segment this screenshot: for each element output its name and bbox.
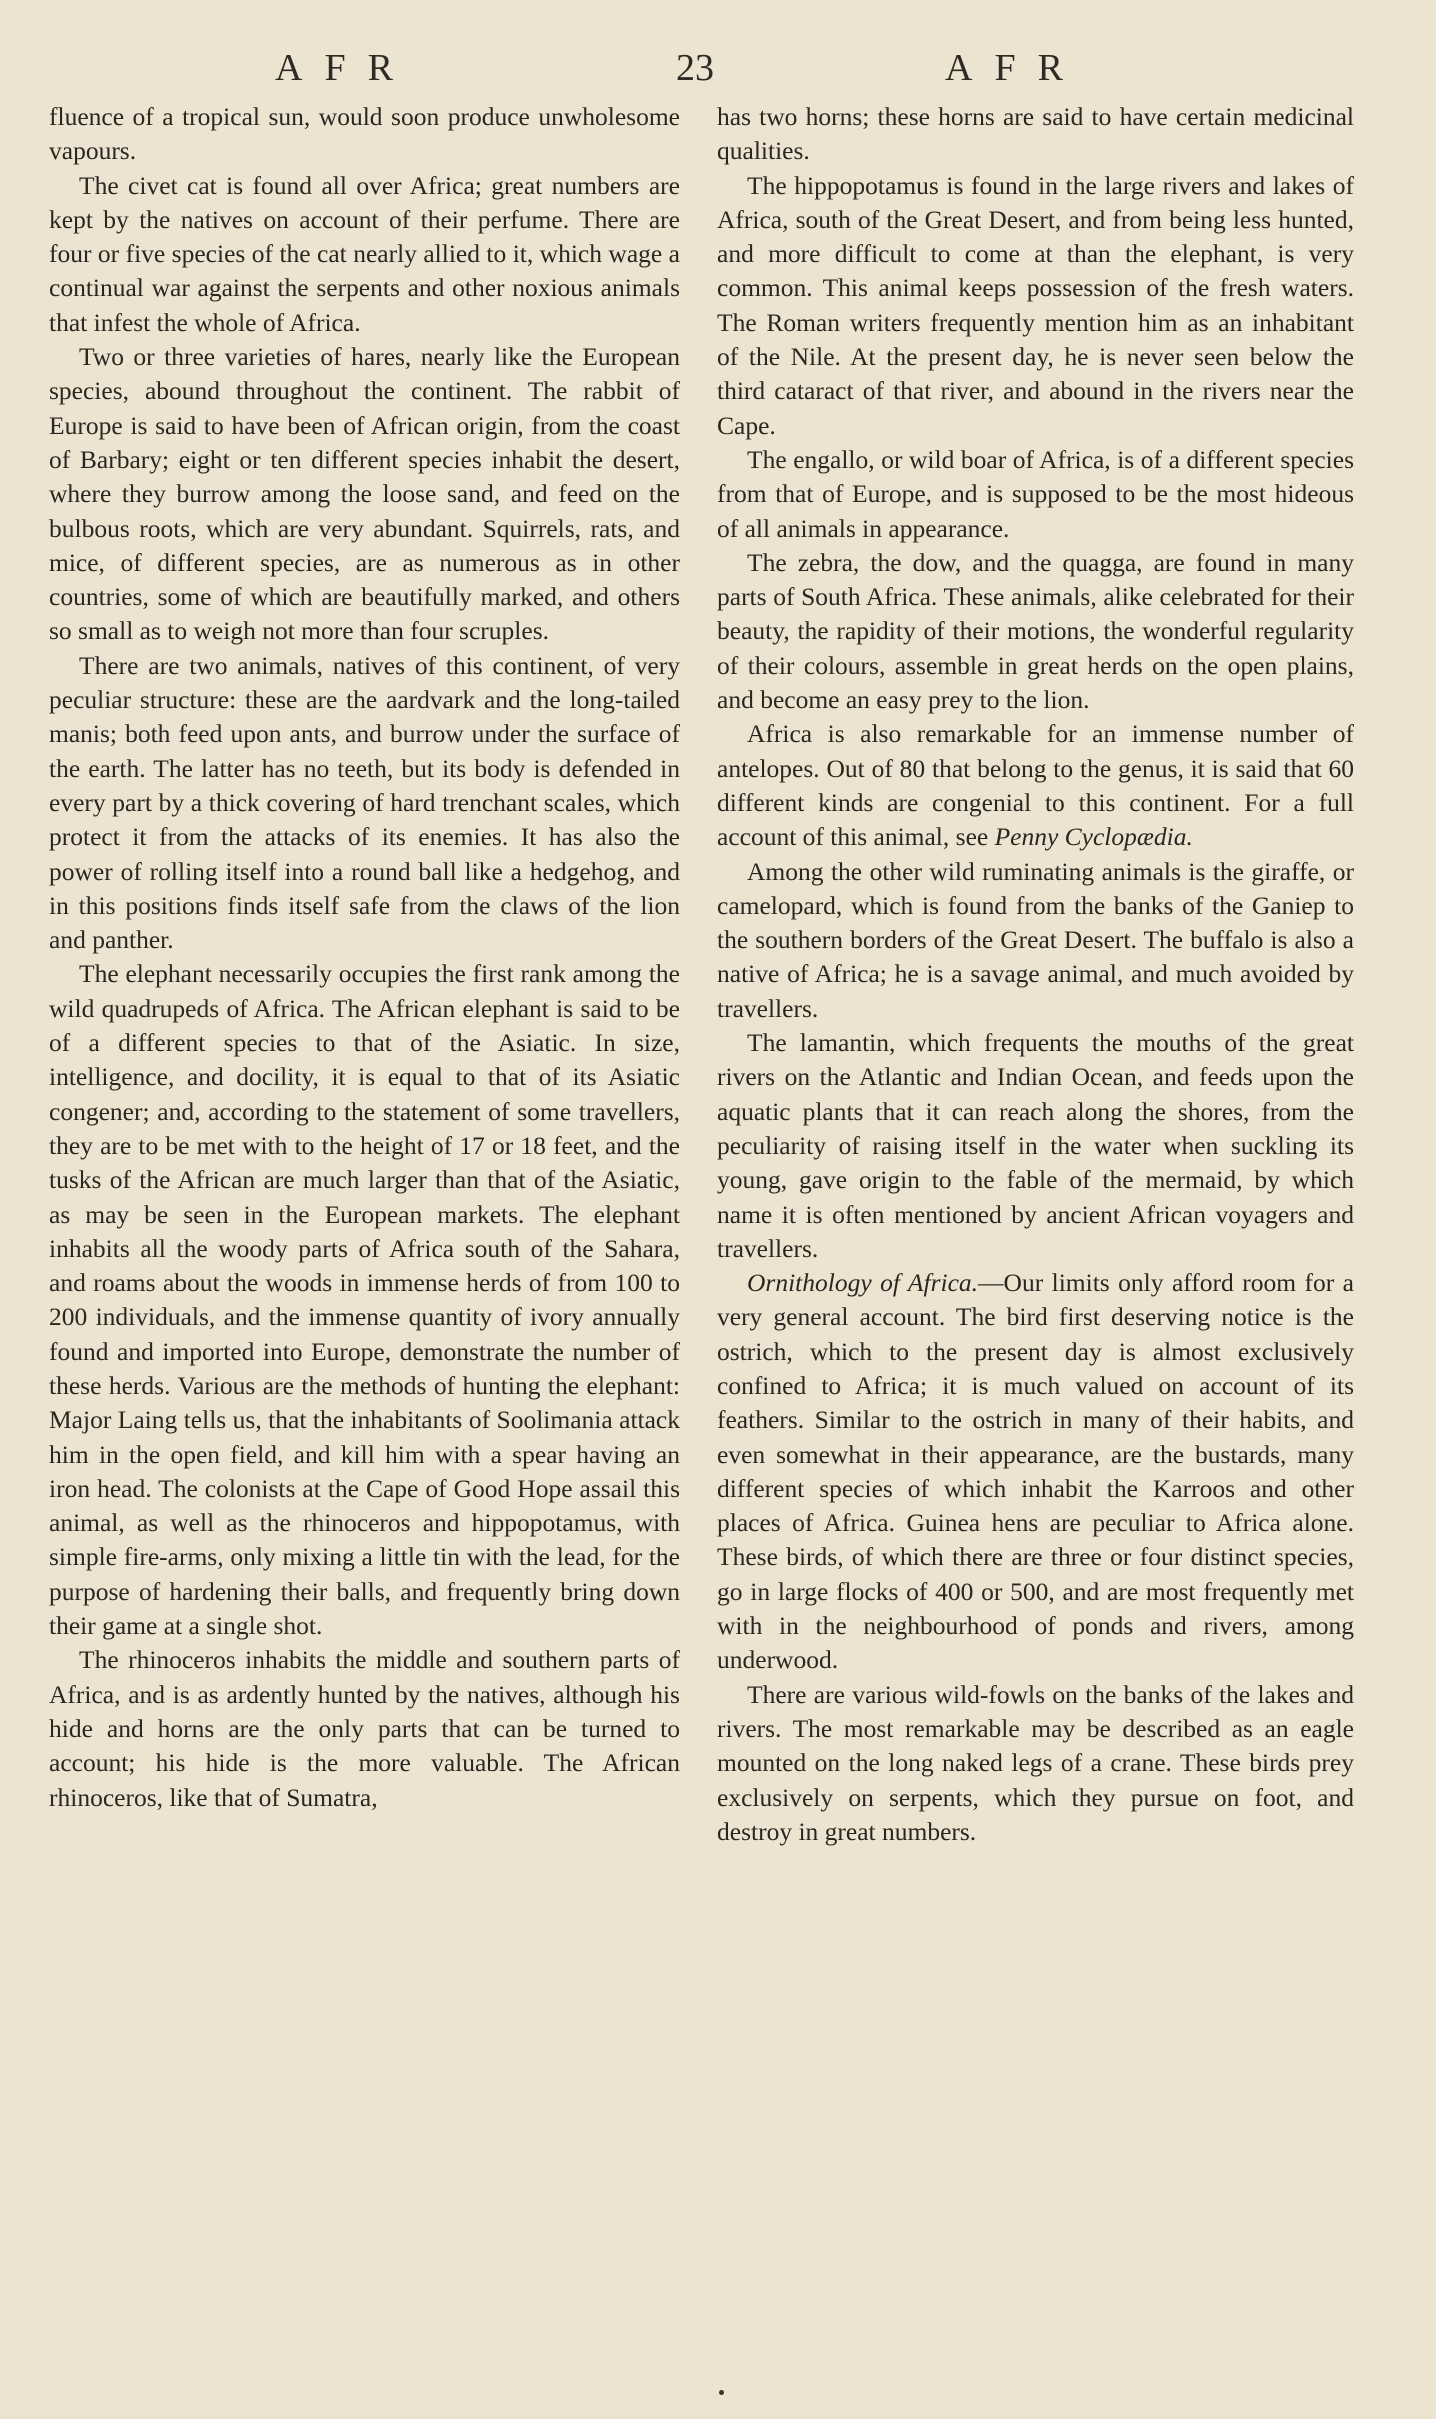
paragraph: The lamantin, which frequents the mouths of the great rivers on the Atlantic and Indian Ocean, and feeds upon the aquatic plants that it can reach along the shores, from the peculiarity of raising itself in the water when suckling its young, gave origin to the fable of the mermaid, by which name it is often mentioned by ancient African voyagers and travellers. xyxy=(717,1028,1354,1263)
paragraph: fluence of a tropical sun, would soon produce unwholesome vapours. xyxy=(49,102,680,166)
paragraph-text: —Our limits only afford room for a very general account. The bird first deserving notice is the ostrich, which to the present day is almost exclusively confined to Africa; it is much valued on account of its feathers. Similar to the ostrich in many of their habits, and even somewhat in their appearance, are the bustards, many different species of which inhabit the Karroos and other places of Africa. Guinea hens are peculiar to Africa alone. These birds, of which there are three or four distinct species, go in large flocks of 400 or 500, and are most frequently met with in the neighbourhood of ponds and rivers, among underwood. xyxy=(717,1268,1354,1675)
header-right-title: AFR xyxy=(945,47,1085,89)
paragraph: The zebra, the dow, and the quagga, are found in many parts of South Africa. These animals, alike celebrated for their beauty, the rapidity of their motions, the wonderful regularity of their colours, assemble in great herds on the open plains, and become an easy prey to the lion. xyxy=(717,547,1354,715)
paragraph: has two horns; these horns are said to have certain medicinal qualities. xyxy=(717,102,1354,166)
section-heading: Ornithology of Africa. xyxy=(747,1268,979,1298)
paragraph: The rhinoceros inhabits the middle and southern parts of Africa, and is as ardently hunted by the natives, although his hide and horns are the only parts that can be turned to account; his hide is the more valuable. The African rhinoceros, like that of Sumatra, xyxy=(49,1645,680,1812)
running-header xyxy=(0,46,1436,94)
paragraph-text: Africa is also remarkable for an immense number of antelopes. Out of 80 that belong to the genus, it is said that 60 different kinds are congenial to this continent. For a full account of this animal, see xyxy=(717,719,1354,852)
left-column xyxy=(49,100,680,1815)
paragraph: The hippopotamus is found in the large rivers and lakes of Africa, south of the Great Desert, and from being less hunted, and more difficult to come at than the elephant, is very common. This animal keeps possession of the fresh waters. The Roman writers frequently mention him as an inhabitant of the Nile. At the present day, he is never seen below the third cataract of that river, and abound in the rivers near the Cape. xyxy=(717,170,1354,440)
page-number: 23 xyxy=(676,47,714,89)
italic-reference: Penny Cyclopædia. xyxy=(994,822,1193,852)
paragraph: The engallo, or wild boar of Africa, is of a different species from that of Europe, and is supposed to be the most hideous of all animals in appearance. xyxy=(717,444,1354,543)
paragraph: The civet cat is found all over Africa; great numbers are kept by the natives on account of their perfume. There are four or five species of the cat nearly allied to it, which wage a continual war against the serpents and other noxious animals that infest the whole of Africa. xyxy=(49,170,680,337)
paragraph: There are two animals, natives of this continent, of very peculiar structure: these are the aardvark and the long-tailed manis; both feed upon ants, and burrow under the surface of the earth. The latter has no teeth, but its body is defended in every part by a thick covering of hard trenchant scales, which protect it from the attacks of its enemies. It has also the power of rolling itself into a round ball like a hedgehog, and in this positions finds itself safe from the claws of the lion and panther. xyxy=(49,650,680,955)
paragraph: The elephant necessarily occupies the first rank among the wild quadrupeds of Africa. The African elephant is said to be of a different species to that of the Asiatic. In size, intelligence, and docility, it is equal to that of its Asiatic congener; and, according to the statement of some travellers, they are to be met with to the height of 17 or 18 feet, and the tusks of the African are much larger than that of the Asiatic, as may be seen in the European markets. The elephant inhabits all the woody parts of Africa south of the Sahara, and roams about the woods in immense herds of from 100 to 200 individuals, and the immense quantity of ivory annually found and imported into Europe, demonstrate the number of these herds. Various are the methods of hunting the elephant: Major Laing tells us, that the inhabitants of Soolimania attack him in the open field, and kill him with a spear having an iron head. The colonists at the Cape of Good Hope assail this animal, as well as the rhinoceros and hippopotamus, with simple fire-arms, only mixing a little tin with the lead, for the purpose of hardening their balls, and frequently bring down their game at a single shot. xyxy=(49,959,680,1641)
right-column xyxy=(717,100,1354,1849)
print-mark xyxy=(719,2390,724,2395)
paragraph xyxy=(717,1266,1354,1678)
paragraph: Two or three varieties of hares, nearly like the European species, abound throughout the continent. The rabbit of Europe is said to have been of African origin, from the coast of Barbary; eight or ten different species inhabit the desert, where they burrow among the loose sand, and feed on the bulbous roots, which are very abundant. Squirrels, rats, and mice, of different species, are as numerous as in other countries, some of which are beautifully marked, and others so small as to weigh not more than four scruples. xyxy=(49,342,680,646)
paragraph: Among the other wild ruminating animals is the giraffe, or camelopard, which is found from the banks of the Ganiep to the southern borders of the Great Desert. The buffalo is also a native of Africa; he is a savage animal, and much avoided by travellers. xyxy=(717,856,1354,1023)
header-left-title: AFR xyxy=(275,47,415,89)
paragraph: There are various wild-fowls on the banks of the lakes and rivers. The most remarkable may be described as an eagle mounted on the long naked legs of a crane. These birds prey exclusively on serpents, which they pursue on foot, and destroy in great numbers. xyxy=(717,1679,1354,1846)
paragraph xyxy=(717,717,1354,854)
